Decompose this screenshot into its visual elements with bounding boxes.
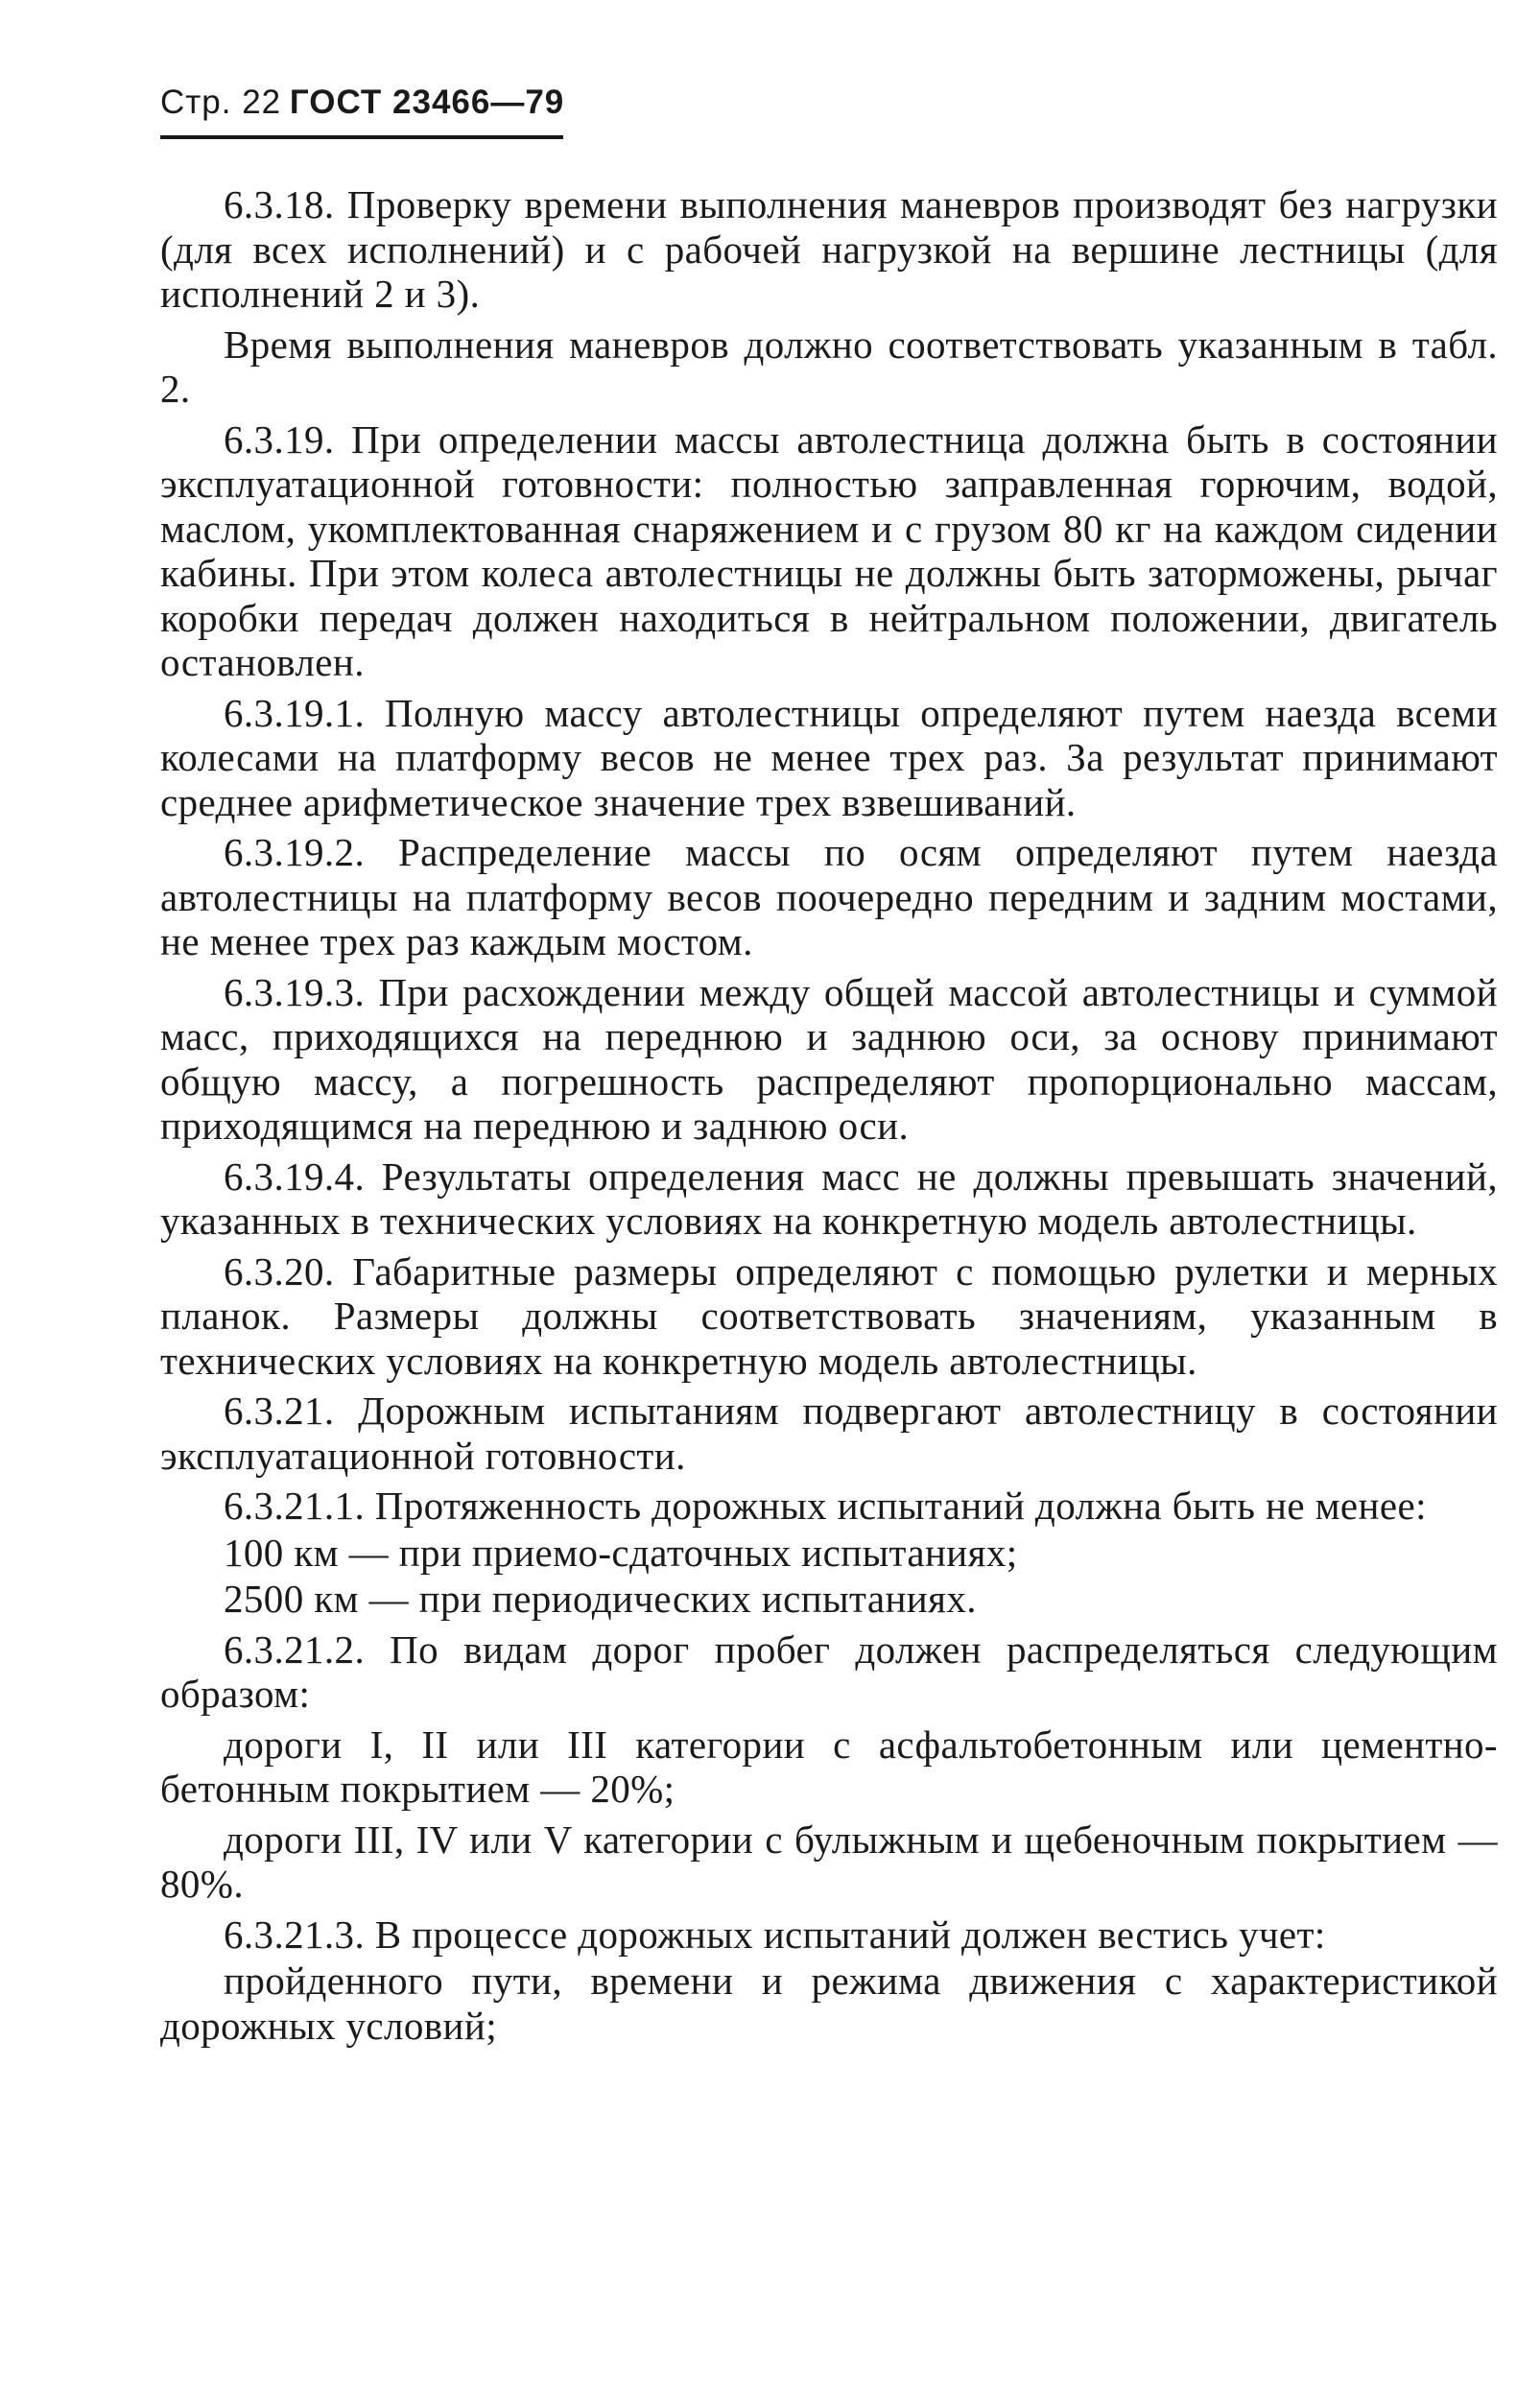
paragraph-6-3-21-1: 6.3.21.1. Протяженность дорожных испытаний должна быть не менее:: [224, 1484, 1427, 1528]
paragraph-6-3-19: 6.3.19. При определении массы автолестница должна быть в состоянии эксплуатационной готовности: полностью заправленная горючим, водой, маслом, укомплектованная снаряжением и с грузом 80 кг на каждом сидении кабины. При этом колеса автолестницы не должны быть заторможены, рычаг коробки передач должен находиться в нейтральном положении, двигатель остановлен.: [160, 416, 1498, 684]
paragraph-6-3-19-1: 6.3.19.1. Полную массу автолестницы определяют путем наезда всеми колесами на платформу весов не менее трех раз. За результат принимают среднее арифметическое значение трех взвешиваний.: [160, 690, 1498, 824]
paragraph-6-3-21: 6.3.21. Дорожным испытаниям подвергают автолестницу в состоянии эксплуатационной готовности.: [160, 1389, 1498, 1478]
list-item-cobblestone-roads: дороги III, IV или V категории с булыжным и щебеночным покрытием — 80%.: [160, 1816, 1498, 1906]
paragraph-6-3-21-2: 6.3.21.2. По видам дорог пробег должен распределяться следующим образом:: [160, 1626, 1498, 1716]
header-rule: [160, 135, 563, 139]
list-item-asphalt-roads: дороги I, II или III категории с асфальтобетонным или цементно-бетонным покрытием — 20%;: [160, 1721, 1498, 1811]
paragraph-maneuver-time: Время выполнения маневров должно соответствовать указанным в табл. 2.: [160, 321, 1498, 411]
page-header: [160, 82, 568, 137]
standard-designation: ГОСТ 23466—79: [289, 83, 565, 121]
paragraph-6-3-18: 6.3.18. Проверку времени выполнения маневров производят без нагрузки (для всех исполнений) и с рабочей нагрузкой на вершине лестницы (для исполнений 2 и 3).: [160, 182, 1498, 316]
list-item-acceptance-tests: 100 км — при приемо-сдаточных испытаниях;: [224, 1530, 1018, 1575]
document-body: [160, 182, 1498, 2054]
paragraph-6-3-19-3: 6.3.19.3. При расхождении между общей массой автолестницы и суммой масс, приходящихся на переднюю и заднюю оси, за основу принимают общую массу, а погрешность распределяют пропорционально массам, приходящимся на переднюю и заднюю оси.: [160, 969, 1498, 1148]
list-item-periodic-tests: 2500 км — при периодических испытаниях.: [224, 1577, 977, 1621]
list-item-distance-record: пройденного пути, времени и режима движения с характеристикой дорожных условий;: [160, 1959, 1498, 2048]
paragraph-6-3-19-4: 6.3.19.4. Результаты определения масс не должны превышать значений, указанных в технических условиях на конкретную модель автолестницы.: [160, 1153, 1498, 1243]
page-number: Стр. 22: [160, 83, 282, 121]
paragraph-6-3-21-3: 6.3.21.3. В процессе дорожных испытаний должен вестись учет:: [224, 1911, 1326, 1957]
paragraph-6-3-20: 6.3.20. Габаритные размеры определяют с помощью рулетки и мерных планок. Размеры должны соответствовать значениям, указанным в технических условиях на конкретную модель автолестницы.: [160, 1248, 1498, 1383]
paragraph-6-3-19-2: 6.3.19.2. Распределение массы по осям определяют путем наезда автолестницы на платформу весов поочередно передним и задним мостами, не менее трех раз каждым мостом.: [160, 830, 1498, 963]
